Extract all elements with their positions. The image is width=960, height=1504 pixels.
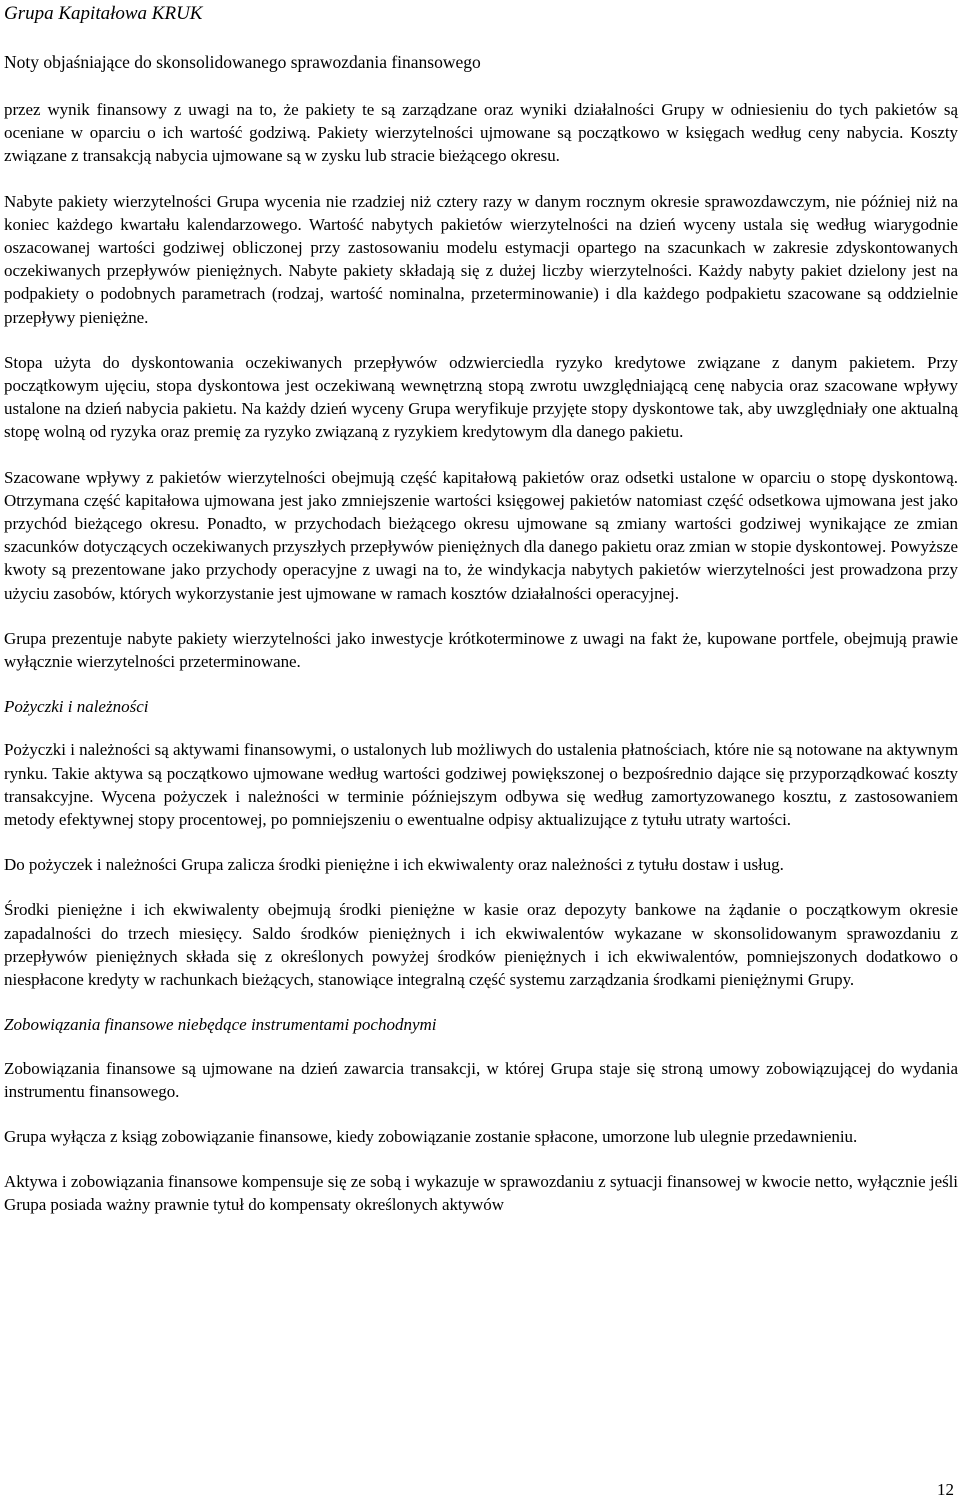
document-body [4, 98, 958, 1239]
section-heading-loans: Pożyczki i należności [4, 697, 149, 717]
paragraph: Nabyte pakiety wierzytelności Grupa wycenia nie rzadziej niż cztery razy w danym rocznym okresie sprawozdawczym, nie później niż na koniec każdego kwartału kalendarzowego. Wartość nabytych pakietów wierzytelności na dzień wyceny ustala się według wiarygodnie oszacowanej wartości godziwej obliczonej przy zastosowaniu modelu estymacji opartego na szacunkach w zakresie zdyskontowanych oczekiwanych przepływów pieniężnych. Nabyte pakiety składają się z dużej liczby wierzytelności. Każdy nabyty pakiet dzielony jest na podpakiety o podobnych parametrach (rodzaj, wartość nominalna, przeterminowanie) i dla każdego podpakietu szacowane są oddzielnie przepływy pieniężne. [4, 191, 958, 327]
section-heading-liabilities: Zobowiązania finansowe niebędące instrumentami pochodnymi [4, 1015, 437, 1035]
paragraph: Grupa wyłącza z ksiąg zobowiązanie finansowe, kiedy zobowiązanie zostanie spłacone, umorzone lub ulegnie przedawnieniu. [4, 1126, 858, 1146]
paragraph: Zobowiązania finansowe są ujmowane na dzień zawarcia transakcji, w której Grupa staje się stroną umowy zobowiązującej do wydania instrumentu finansowego. [4, 1058, 958, 1101]
paragraph: Szacowane wpływy z pakietów wierzytelności obejmują część kapitałową pakietów oraz odsetki ustalone w oparciu o stopę dyskontową. Otrzymana część kapitałowa ujmowana jest jako zmniejszenie wartości księgowej pakietów natomiast część odsetkowa ujmowana jest jako przychód bieżącego okresu. Ponadto, w przychodach bieżącego okresu ujmowane są zmiany wartości godziwej wynikające ze zmian szacunków dotyczących oczekiwanych przyszłych przepływów pieniężnych dla danego pakietu oraz zmian w stopie dyskontowej. Powyższe kwoty są prezentowane jako przychody operacyjne z uwagi na to, że windykacja nabytych pakietów wierzytelności jest prowadzona przy użyciu zasobów, których wykorzystanie jest ujmowane w ramach kosztów działalności operacyjnej. [4, 467, 958, 603]
paragraph: Do pożyczek i należności Grupa zalicza środki pieniężne i ich ekwiwalenty oraz należności z tytułu dostaw i usług. [4, 855, 784, 875]
document-subtitle: Noty objaśniające do skonsolidowanego sprawozdania finansowego [4, 52, 481, 72]
page-number: 12 [937, 1480, 954, 1499]
paragraph: Pożyczki i należności są aktywami finansowymi, o ustalonych lub możliwych do ustalenia płatnościach, które nie są notowane na aktywnym rynku. Takie aktywa są początkowo ujmowane według wartości godziwej powiększonej o bezpośrednio dające się przyporządkować koszty transakcyjne. Wycena pożyczek i należności w terminie późniejszym odbywa się według zamortyzowanego kosztu, z zastosowaniem metody efektywnej stopy procentowej, po pomniejszeniu o ewentualne odpisy aktualizujące z tytułu utraty wartości. [4, 740, 958, 830]
paragraph: Stopa użyta do dyskontowania oczekiwanych przepływów odzwierciedla ryzyko kredytowe związane z danym pakietem. Przy początkowym ujęciu, stopa dyskontowa jest oczekiwaną wewnętrzną stopą zwrotu uwzględniającą cenę nabycia oraz szacowane wpływy ustalone na dzień nabycia pakietu. Na każdy dzień wyceny Grupa weryfikuje przyjęte stopy dyskontowe tak, aby uwzględniały one aktualną stopę wolną od ryzyka oraz premię za ryzyko związaną z ryzykiem kredytowym dla danego pakietu. [4, 352, 958, 442]
paragraph: Środki pieniężne i ich ekwiwalenty obejmują środki pieniężne w kasie oraz depozyty bankowe na żądanie o początkowym okresie zapadalności do trzech miesięcy. Saldo środków pieniężnych i ich ekwiwalentów wykazane w skonsolidowanym sprawozdaniu z przepływów pieniężnych składa się z określonych powyżej środków pieniężnych i ich ekwiwalentów, pomniejszonych dodatkowo o niespłacone kredyty w rachunkach bieżących, stanowiące integralną część systemu zarządzania środkami pieniężnymi Grupy. [4, 900, 958, 990]
paragraph: przez wynik finansowy z uwagi na to, że pakiety te są zarządzane oraz wyniki działalności Grupy w odniesieniu do tych pakietów są oceniane w oparciu o ich wartość godziwą. Pakiety wierzytelności ujmowane są początkowo w księgach według ceny nabycia. Koszty związane z transakcją nabycia ujmowane są w zysku lub stracie bieżącego okresu. [4, 100, 958, 166]
paragraph: Aktywa i zobowiązania finansowe kompensuje się ze sobą i wykazuje w sprawozdaniu z sytuacji finansowej w kwocie netto, wyłącznie jeśli Grupa posiada ważny prawnie tytuł do kompensaty określonych aktywów [4, 1172, 958, 1215]
company-header: Grupa Kapitałowa KRUK [4, 3, 203, 24]
paragraph: Grupa prezentuje nabyte pakiety wierzytelności jako inwestycje krótkoterminowe z uwagi na fakt że, kupowane portfele, obejmują prawie wyłącznie wierzytelności przeterminowane. [4, 628, 958, 672]
